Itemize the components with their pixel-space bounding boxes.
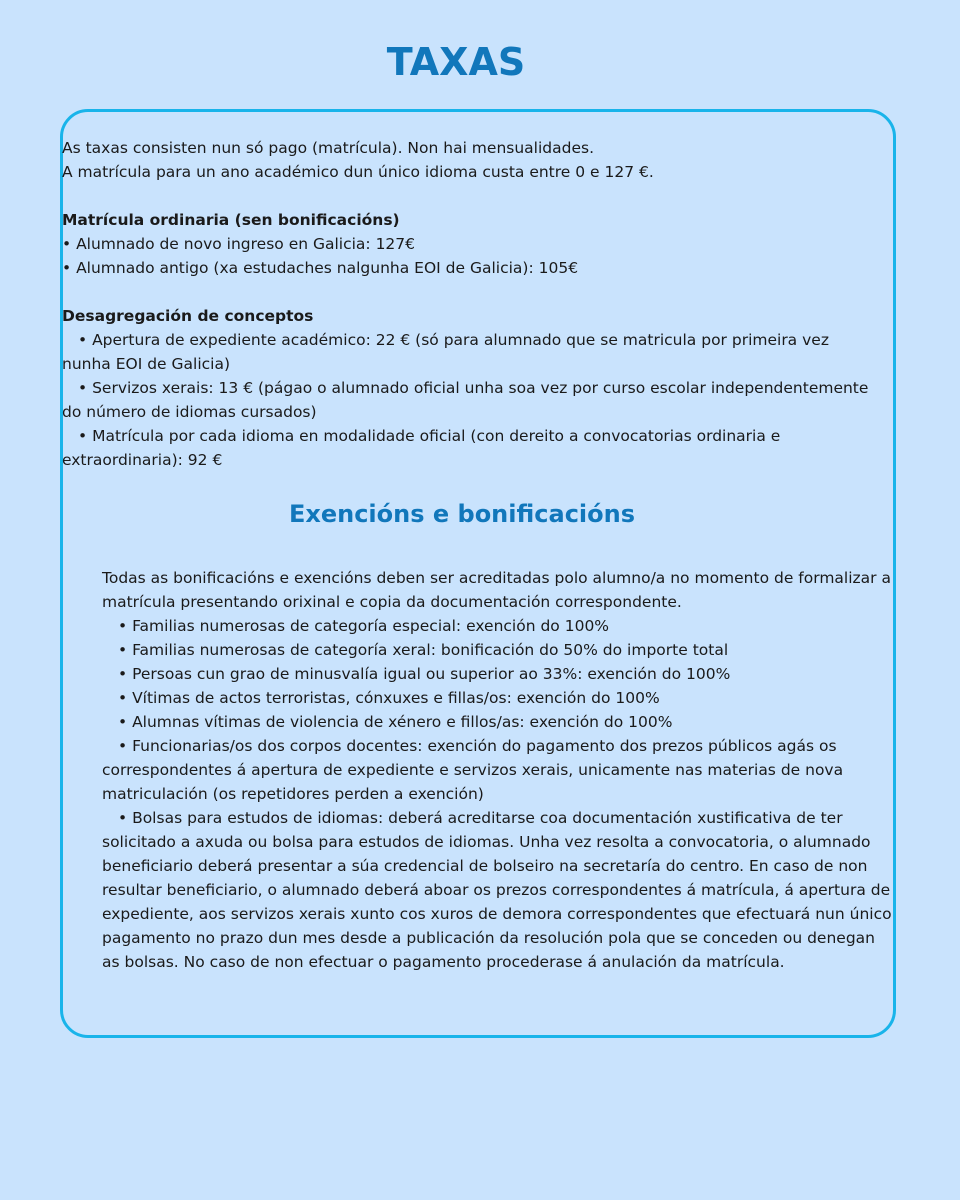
page-title: TAXAS (386, 40, 526, 84)
intro-line-price-range: A matrícula para un ano académico dun único idioma custa entre 0 e 127 €. (62, 163, 654, 181)
exemption-item-teaching-staff: • Funcionarias/os dos corpos docentes: exención do pagamento dos prezos públicos agás os correspondentes á apertura de expediente e servizos xerais, unicamente nas materias de nova matriculación (os repetidores perden a exención) (102, 737, 844, 803)
ordinary-item-new-students: • Alumnado de novo ingreso en Galicia: 127€ (62, 235, 416, 253)
exemption-item-language-grants: • Bolsas para estudos de idiomas: deberá acreditarse coa documentación xustificativa de ter solicitado a axuda ou bolsa para estudos de idiomas. Unha vez resolta a convocatoria, o alumnado beneficiario deberá presentar a súa credencial de bolseiro na secretaría do centro. En caso de non resultar beneficiario, o alumnado deberá aboar os prezos correspondentes á matrícula, á apertura de expediente, aos servizos xerais xunto cos xuros de demora correspondentes que efectuará nun único pagamento no prazo dun mes desde a publicación da resolución pola que se conceden ou denegan as bolsas. No caso de non efectuar o pagamento procederase á anulación da matrícula. (102, 809, 892, 971)
exemptions-heading: Exencións e bonificacións (288, 500, 636, 528)
ordinary-enrolment-heading: Matrícula ordinaria (sen bonificacións) (62, 211, 400, 229)
exemptions-section (102, 566, 894, 974)
exemption-item-gender-violence-victims: • Alumnas vítimas de violencia de xénero e fillos/as: exención do 100% (118, 713, 673, 731)
ordinary-item-former-students: • Alumnado antigo (xa estudaches nalgunha EOI de Galicia): 105€ (62, 259, 579, 277)
breakdown-item-file-opening: • Apertura de expediente académico: 22 € (só para alumnado que se matricula por primeira vez nunha EOI de Galicia) (62, 331, 829, 373)
exemption-item-disability: • Persoas cun grao de minusvalía igual ou superior ao 33%: exención do 100% (118, 665, 731, 683)
fees-section (62, 136, 882, 472)
spacer (62, 184, 882, 208)
breakdown-item-general-services: • Servizos xerais: 13 € (págao o alumnado oficial unha soa vez por curso escolar independentemente do número de idiomas cursados) (62, 379, 869, 421)
intro-line-payment: As taxas consisten nun só pago (matrícula). Non hai mensualidades. (62, 139, 594, 157)
exemptions-intro: Todas as bonificacións e exencións deben ser acreditadas polo alumno/a no momento de formalizar a matrícula presentando orixinal e copia da documentación correspondente. (102, 569, 891, 611)
exemption-item-terrorism-victims: • Vítimas de actos terroristas, cónxuxes e fillas/os: exención do 100% (118, 689, 660, 707)
exemption-item-general-large-families: • Familias numerosas de categoría xeral: bonificación do 50% do importe total (118, 641, 729, 659)
exemption-item-special-large-families: • Familias numerosas de categoría especial: exención do 100% (118, 617, 610, 635)
spacer (62, 280, 882, 304)
breakdown-item-language-enrolment: • Matrícula por cada idioma en modalidade oficial (con dereito a convocatorias ordinaria e extraordinaria): 92 € (62, 427, 781, 469)
breakdown-heading: Desagregación de conceptos (62, 307, 314, 325)
